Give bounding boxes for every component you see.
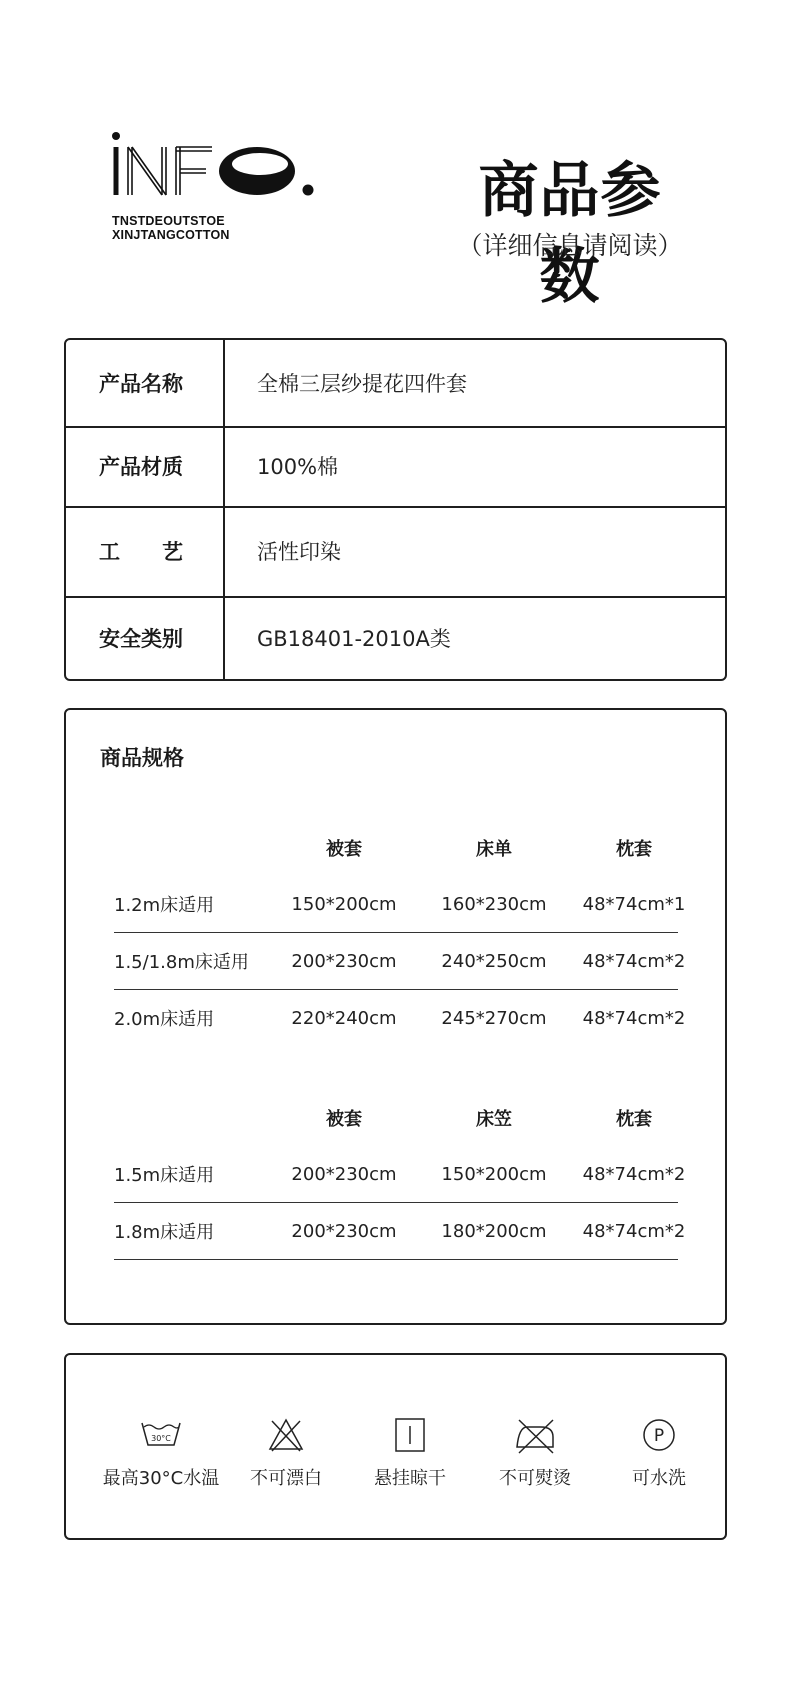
table-row <box>114 990 686 1046</box>
header-duvet: 被套 <box>326 1109 362 1130</box>
dry-clean-p-icon <box>637 1415 681 1455</box>
logo-tagline-2: XINJTANGCOTTON <box>112 228 230 242</box>
care-label: 不可熨烫 <box>499 1468 571 1489</box>
wash-temp-text: 30°C <box>151 1434 171 1443</box>
table-row <box>114 1146 686 1203</box>
table-row <box>114 876 686 933</box>
size-label: 2.0m床适用 <box>114 1009 215 1030</box>
param-row-material <box>66 426 725 508</box>
param-row-name <box>66 340 725 428</box>
no-bleach-icon <box>264 1415 308 1455</box>
header-duvet: 被套 <box>326 839 362 860</box>
header-sheet: 床单 <box>476 839 512 860</box>
page-subtitle: （详细信息请阅读） <box>457 231 683 260</box>
fitted-sheet-size: 180*200cm <box>441 1220 547 1242</box>
care-label: 可水洗 <box>632 1468 686 1489</box>
spec-table-header <box>114 820 678 876</box>
size-label: 1.5m床适用 <box>114 1165 215 1186</box>
param-label: 工 艺 <box>99 540 183 564</box>
size-label: 1.5/1.8m床适用 <box>114 952 249 973</box>
duvet-size: 200*230cm <box>291 1220 397 1242</box>
care-item-hang-dry <box>340 1415 480 1490</box>
care-item-wash <box>91 1415 231 1490</box>
header-fitted-sheet: 床笠 <box>476 1109 512 1130</box>
info-logo <box>112 131 322 261</box>
header-pillowcase: 枕套 <box>616 1109 652 1130</box>
info-logo-mark <box>112 131 322 211</box>
fitted-sheet-size: 150*200cm <box>441 1163 547 1185</box>
duvet-size: 220*240cm <box>291 1007 397 1029</box>
pillowcase-size: 48*74cm*2 <box>582 1163 686 1185</box>
header-pillowcase: 枕套 <box>616 839 652 860</box>
logo-tagline-1: TNSTDEOUTSTOE <box>112 214 225 228</box>
care-label: 最高30°C水温 <box>102 1468 220 1489</box>
param-value: GB18401-2010A类 <box>257 626 451 651</box>
param-label: 安全类别 <box>99 626 183 651</box>
param-label: 产品材质 <box>99 455 183 479</box>
duvet-size: 150*200cm <box>291 893 397 915</box>
pillowcase-size: 48*74cm*2 <box>582 950 686 972</box>
size-label: 1.2m床适用 <box>114 895 215 916</box>
care-label: 悬挂晾干 <box>374 1468 446 1489</box>
wash-30-icon <box>139 1415 183 1455</box>
param-row-safety <box>66 596 725 679</box>
size-label: 1.8m床适用 <box>114 1222 215 1243</box>
param-value: 活性印染 <box>257 540 341 564</box>
sheet-size: 160*230cm <box>441 893 547 915</box>
param-value: 100%棉 <box>257 455 339 479</box>
sheet-size: 240*250cm <box>441 950 547 972</box>
pillowcase-size: 48*74cm*1 <box>582 893 686 915</box>
param-row-process <box>66 506 725 598</box>
spec-table-header <box>114 1090 678 1146</box>
duvet-size: 200*230cm <box>291 1163 397 1185</box>
hang-dry-icon <box>388 1415 432 1455</box>
no-iron-icon <box>513 1415 557 1455</box>
params-table <box>64 338 727 681</box>
param-value: 全棉三层纱提花四件套 <box>257 372 467 396</box>
spec-table-1 <box>114 820 686 1046</box>
spec-section <box>64 708 727 1325</box>
pillowcase-size: 48*74cm*2 <box>582 1007 686 1029</box>
sheet-size: 245*270cm <box>441 1007 547 1029</box>
spec-title: 商品规格 <box>100 746 184 770</box>
spec-table-2 <box>114 1090 686 1260</box>
param-label: 产品名称 <box>99 372 183 396</box>
p-symbol-text: P <box>653 1426 665 1446</box>
care-item-no-bleach <box>216 1415 356 1490</box>
duvet-size: 200*230cm <box>291 950 397 972</box>
table-row <box>114 1203 686 1260</box>
pillowcase-size: 48*74cm*2 <box>582 1220 686 1242</box>
care-item-no-iron <box>465 1415 605 1490</box>
care-label: 不可漂白 <box>250 1468 322 1489</box>
table-row <box>114 933 686 990</box>
care-item-p <box>589 1415 729 1490</box>
page-title: 商品参数 <box>478 156 662 312</box>
care-section <box>64 1353 727 1540</box>
